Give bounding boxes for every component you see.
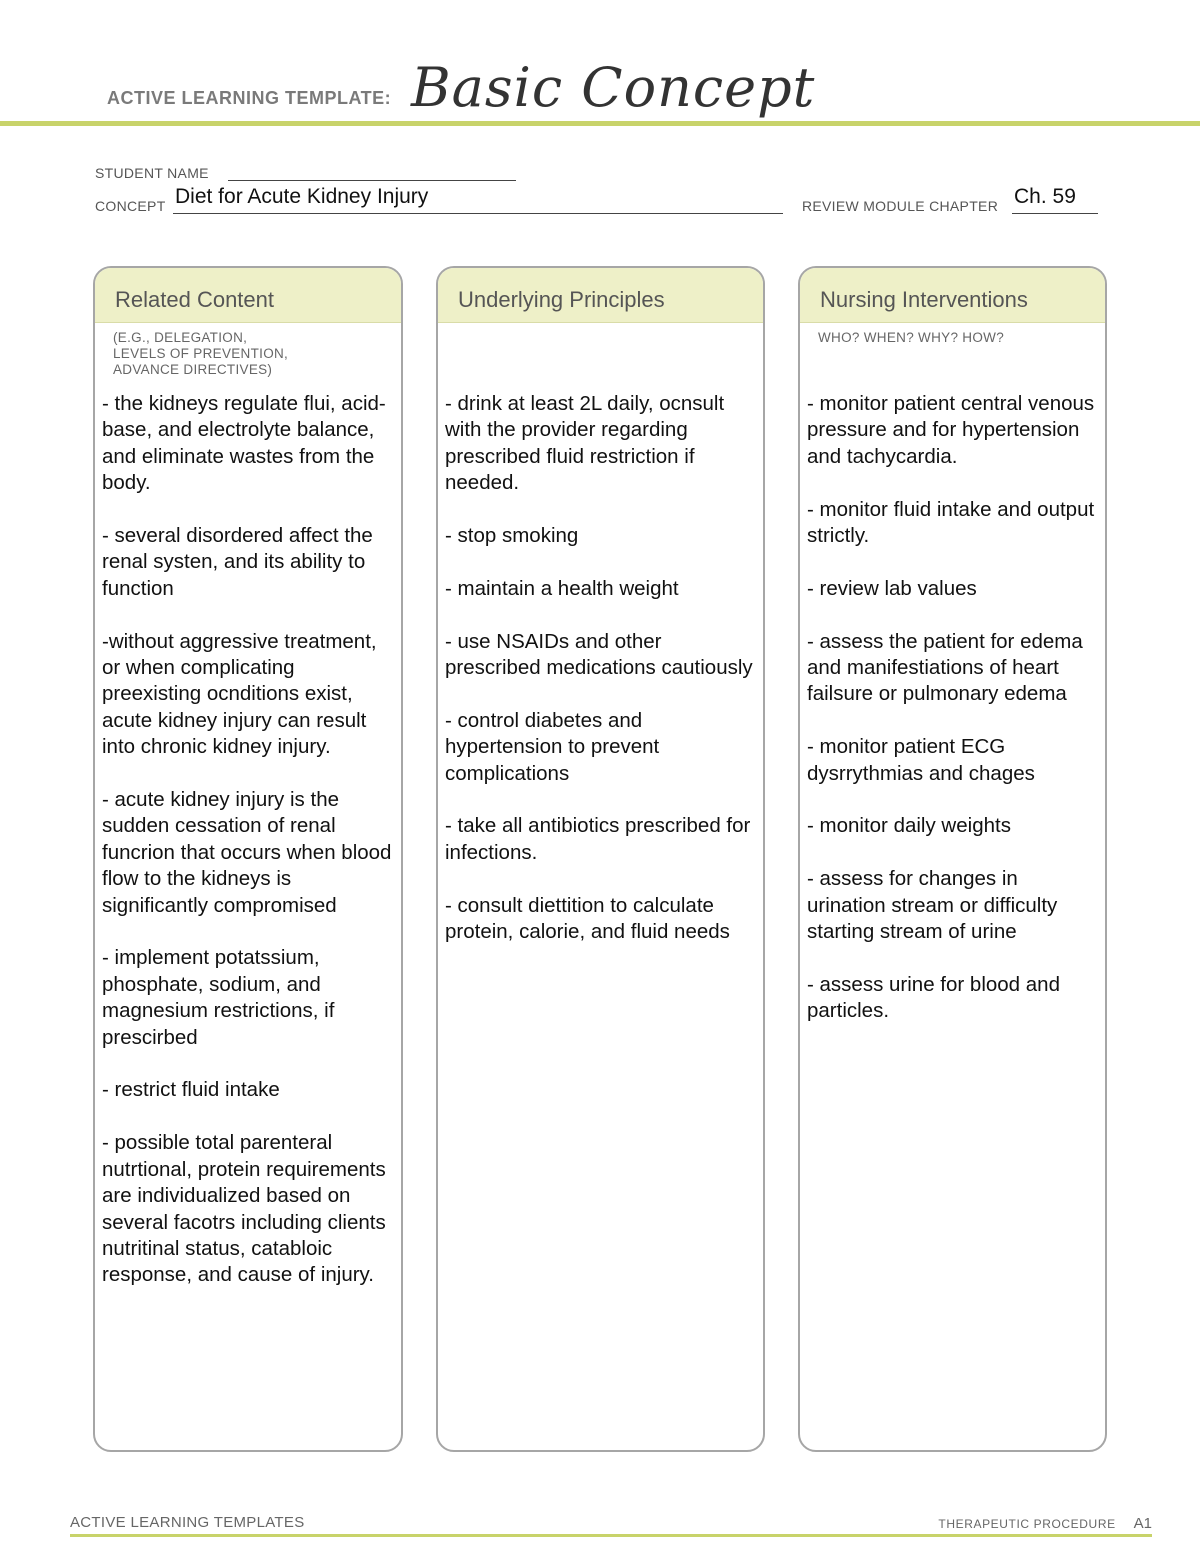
subtitle-line: LEVELS OF PREVENTION, [113, 346, 289, 361]
list-item: - use NSAIDs and other prescribed medications cautiously [445, 629, 753, 680]
footer-left-label: ACTIVE LEARNING TEMPLATES [70, 1514, 305, 1531]
footer-right [938, 1515, 1152, 1532]
footer-page-code: A1 [1133, 1515, 1152, 1532]
footer-divider [70, 1534, 1152, 1537]
list-item: - restrict fluid intake [102, 1078, 280, 1102]
subtitle-line: WHO? WHEN? WHY? HOW? [818, 330, 1005, 345]
box-title: Nursing Interventions [820, 287, 1028, 312]
list-item: - maintain a health weight [445, 576, 679, 600]
list-item: - monitor patient ECG dysrrythmias and chages [807, 735, 1035, 785]
subtitle-line: ADVANCE DIRECTIVES) [113, 362, 273, 377]
list-item: - drink at least 2L daily, ocnsult with the provider regarding prescribed fluid restriction if needed. [445, 392, 725, 495]
subtitle-line: (E.G., DELEGATION, [113, 330, 248, 345]
header-divider [0, 121, 1200, 126]
box-subtitle [818, 330, 1004, 346]
box-title: Related Content [115, 287, 274, 312]
list-item: - control diabetes and hypertension to prevent complications [445, 708, 660, 785]
box-body [102, 391, 393, 1315]
list-item: - implement potatssium, phosphate, sodium, and magnesium restrictions, if prescirbed [102, 946, 335, 1049]
list-item: - stop smoking [445, 524, 579, 548]
chapter-field[interactable] [1012, 185, 1098, 214]
list-item: - consult diettition to calculate protein, calorie, and fluid needs [445, 893, 730, 944]
box-subtitle [113, 330, 288, 378]
list-item: - the kidneys regulate flui, acid-base, and electrolyte balance, and eliminate wastes from the body. [102, 392, 386, 495]
list-item: - assess the patient for edema and manifestiations of heart failsure or pulmonary edema [807, 629, 1083, 706]
nursing-interventions-box [798, 266, 1107, 1452]
page-title: Basic Concept [411, 56, 816, 119]
list-item: - monitor fluid intake and output strictly. [807, 497, 1095, 548]
concept-field[interactable] [173, 185, 783, 214]
concept-value: Diet for Acute Kidney Injury [175, 185, 429, 208]
concept-label: CONCEPT [95, 198, 166, 214]
related-content-box [93, 266, 403, 1452]
student-name-label: STUDENT NAME [95, 165, 209, 181]
template-label: ACTIVE LEARNING TEMPLATE: [107, 88, 392, 108]
box-body [807, 391, 1097, 1051]
template-header [107, 56, 1200, 120]
footer-section-label: THERAPEUTIC PROCEDURE [938, 1517, 1116, 1531]
list-item: -without aggressive treatment, or when complicating preexisting ocnditions exist, acute kidney injury can result into chronic kidney injury. [102, 629, 377, 759]
box-body [445, 391, 755, 972]
student-name-field[interactable] [228, 180, 516, 181]
chapter-label: REVIEW MODULE CHAPTER [802, 198, 999, 214]
box-title: Underlying Principles [458, 287, 665, 312]
list-item: - assess for changes in urination stream or difficulty starting stream of urine [807, 867, 1058, 944]
list-item: - review lab values [807, 576, 977, 600]
list-item: - monitor daily weights [807, 814, 1011, 838]
list-item: - possible total parenteral nutrtional, protein requirements are individualized based on several facotrs including clients nutritinal status, catabloic response, and cause of injury. [102, 1131, 386, 1287]
underlying-principles-box [436, 266, 765, 1452]
list-item: - assess urine for blood and particles. [807, 972, 1060, 1023]
list-item: - acute kidney injury is the sudden cessation of renal funcrion that occurs when blood flow to the kidneys is significantly compromised [102, 788, 392, 917]
list-item: - several disordered affect the renal systen, and its ability to function [102, 524, 373, 600]
list-item: - take all antibiotics prescribed for infections. [445, 814, 751, 864]
list-item: - monitor patient central venous pressure and for hypertension and tachycardia. [807, 392, 1095, 468]
chapter-value: Ch. 59 [1014, 185, 1076, 208]
